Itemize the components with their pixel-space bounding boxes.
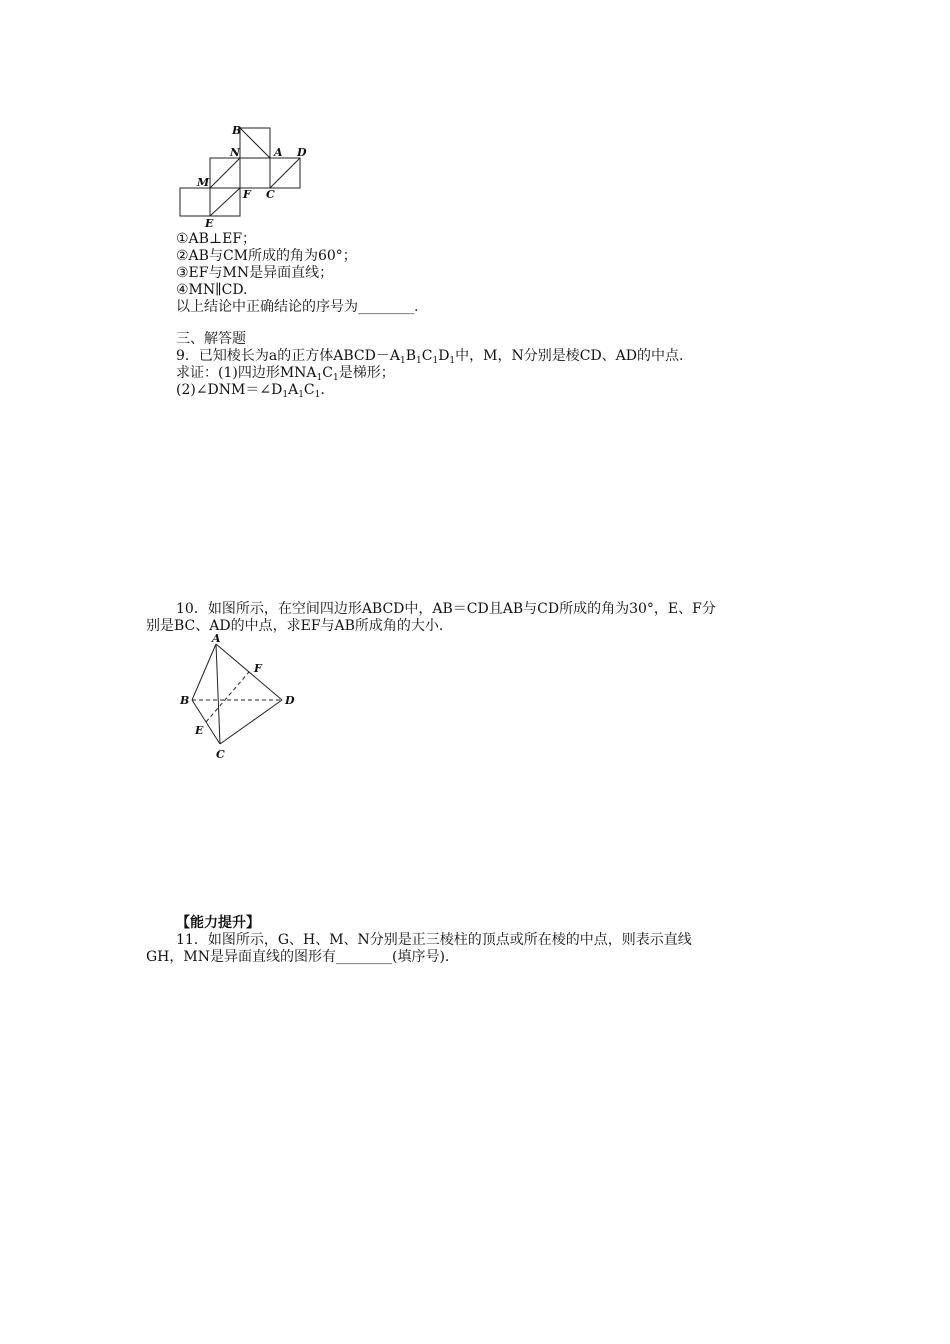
q8-question: 以上结论中正确结论的序号为________. (176, 299, 419, 315)
tetrahedron-figure (176, 632, 306, 762)
q11-line-2: GH，MN是异面直线的图形有________(填序号). (146, 949, 450, 965)
q10-line-1: 10．如图所示，在空间四边形ABCD中，AB＝CD且AB与CD所成的角为30°，E、F分 (176, 601, 716, 617)
ability-title: 【能力提升】 (176, 915, 260, 931)
q11-line-1: 11．如图所示，G、H、M、N分别是正三棱柱的顶点或所在棱的中点，则表示直线 (176, 932, 692, 948)
q8-statement-1: ①AB⊥EF； (176, 231, 257, 247)
net-label-b: B (232, 124, 242, 137)
q8-statement-4: ④MN∥CD. (176, 282, 248, 298)
net-label-c: C (266, 188, 275, 201)
q9-line-1: 9．已知棱长为a的正方体$ABCD-A_1B_1C_1D_1$中，M，N分别是棱CD、AD的中点. (176, 348, 684, 366)
q8-statement-3: ③EF与MN是异面直线； (176, 265, 334, 281)
q9-line-2: 求证：(1)四边形$MNA_1C_1$是梯形； (176, 365, 395, 383)
section-title: 三、解答题 (176, 331, 246, 347)
net-label-d: D (297, 146, 307, 159)
tetra-label-e: E (195, 724, 204, 737)
tetra-label-b: B (180, 694, 190, 707)
cube-net-figure (170, 120, 320, 232)
tetra-label-a: A (212, 632, 221, 645)
tetra-label-c: C (216, 748, 225, 761)
net-label-e: E (205, 217, 214, 230)
q9-line-3: $(2)\angle DNM=\angle D_1A_1C_1$. (176, 382, 325, 400)
tetra-label-d: D (285, 694, 295, 707)
net-label-n: N (230, 146, 241, 159)
tetra-label-f: F (254, 662, 262, 675)
q10-line-2: 别是BC、AD的中点，求EF与AB所成角的大小. (146, 618, 444, 634)
net-label-f: F (243, 188, 251, 201)
q8-statement-2: ②AB与CM所成的角为60°； (176, 248, 357, 264)
net-label-m: M (197, 176, 210, 189)
net-label-a: A (274, 146, 283, 159)
